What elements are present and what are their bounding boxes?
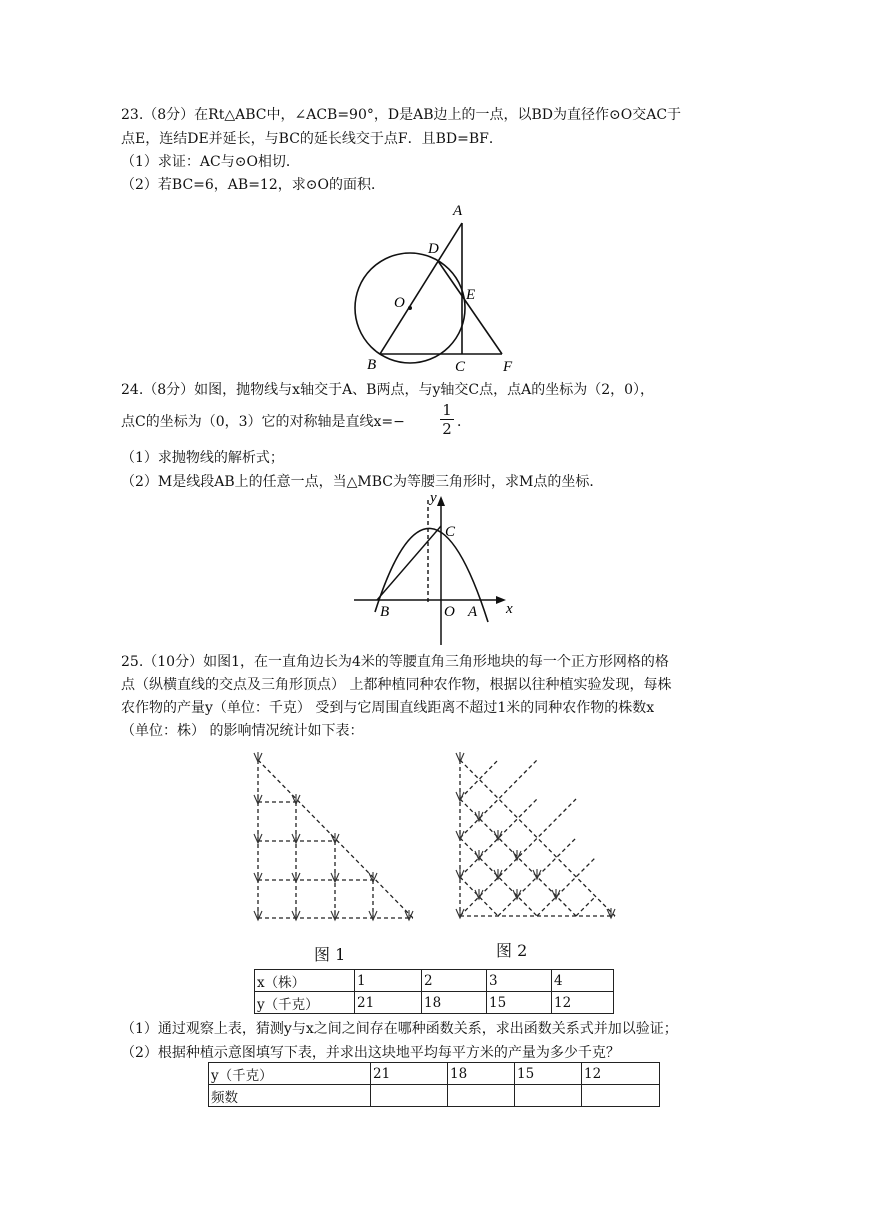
table-cell [582,1085,660,1107]
plant-icons [456,752,615,918]
segment-df [438,261,502,354]
q24-frac-den: 2 [442,420,452,438]
label-o: O [444,604,455,620]
segment-bc [377,526,441,600]
table-cell: 21 [355,992,422,1014]
q25-table-2 [208,1062,660,1107]
q25-fig1-caption: 图 1 [314,945,346,964]
q24-fraction [440,402,454,437]
q25-part1: （1）通过观察上表，猜测y与x之间之间存在哪种函数关系，求出函数关系式并加以验证； [121,1021,678,1037]
q23-line1: 23.（8分）在Rt△ABC中，∠ACB=90°，D是AB边上的一点，以BD为直径作⊙O交AC于 [121,107,682,123]
segment-ab [380,223,462,354]
q25-line2: 点（纵横直线的交点及三角形顶点） 上都种植同种农作物，根据以往种植实验发现，每株 [121,677,672,693]
table-cell: 4 [552,970,614,992]
plant-icons [254,752,413,920]
label-d: D [428,241,439,257]
table-cell: 18 [422,992,487,1014]
q25-line1: 25.（10分）如图1，在一直角边长为4米的等腰直角三角形地块的每一个正方形网格的格 [121,654,669,670]
label-f: F [503,359,513,375]
q25-figure-1 [243,750,423,930]
label-e: E [466,287,476,303]
q25-figure-2 [445,750,625,930]
table-cell [371,1085,448,1107]
table-cell: y（千克） [255,992,355,1014]
label-a: A [468,604,478,620]
label-a: A [453,203,463,219]
table-row [255,970,614,992]
table-cell: 12 [582,1063,660,1085]
table-cell: x（株） [255,970,355,992]
table-cell: 18 [448,1063,515,1085]
q25-line4: （单位：株） 的影响情况统计如下表： [121,723,364,739]
q24-tail: ． [457,414,471,430]
q23-figure [340,198,530,378]
table-cell: 12 [552,992,614,1014]
q24-part2: （2）M是线段AB上的任意一点，当△MBC为等腰三角形时，求M点的坐标． [121,474,604,490]
table-cell: 3 [487,970,552,992]
label-b: B [367,357,377,373]
label-b: B [380,604,390,620]
table-cell: 频数 [209,1085,371,1107]
q25-fig2-caption: 图 2 [496,941,528,960]
q24-line1: 24.（8分）如图，抛物线与x轴交于A、B两点，与y轴交C点，点A的坐标为（2，0）， [121,382,655,398]
q23-part2: （2）若BC=6，AB=12，求⊙O的面积． [121,177,385,193]
table-cell [515,1085,582,1107]
table-row [255,992,614,1014]
q23-part1: （1）求证：AC与⊙O相切． [121,154,300,170]
table-cell: 1 [355,970,422,992]
table-cell: 21 [371,1063,448,1085]
point-o [408,306,412,310]
table-cell: 15 [515,1063,582,1085]
table-cell: 2 [422,970,487,992]
q24-frac-num: 1 [442,401,452,419]
table-cell [448,1085,515,1107]
q25-line3: 农作物的产量y（单位：千克） 受到与它周围直线距离不超过1米的同种农作物的株数x [121,700,655,716]
q24-part1: （1）求抛物线的解析式； [121,450,284,466]
q25-table-1 [254,969,614,1014]
q25-part2: （2）根据种植示意图填写下表，并求出这块地平均每平方米的产量为多少千克？ [121,1045,620,1061]
label-c: C [455,359,466,375]
table-cell: y（千克） [209,1063,371,1085]
table-row [209,1063,660,1085]
label-y: y [430,490,437,506]
table-row [209,1085,660,1107]
label-x: x [506,601,513,617]
label-o: O [394,295,405,311]
q24-line2-text: 点C的坐标为（0，3）它的对称轴是直线x= [121,414,394,430]
q24-minus: − [393,414,405,430]
q24-figure [350,490,525,650]
q23-line2: 点E，连结DE并延长，与BC的延长线交于点F．且BD=BF． [121,131,503,147]
q24-line2 [121,413,405,431]
label-c: C [445,524,456,540]
table-cell: 15 [487,992,552,1014]
